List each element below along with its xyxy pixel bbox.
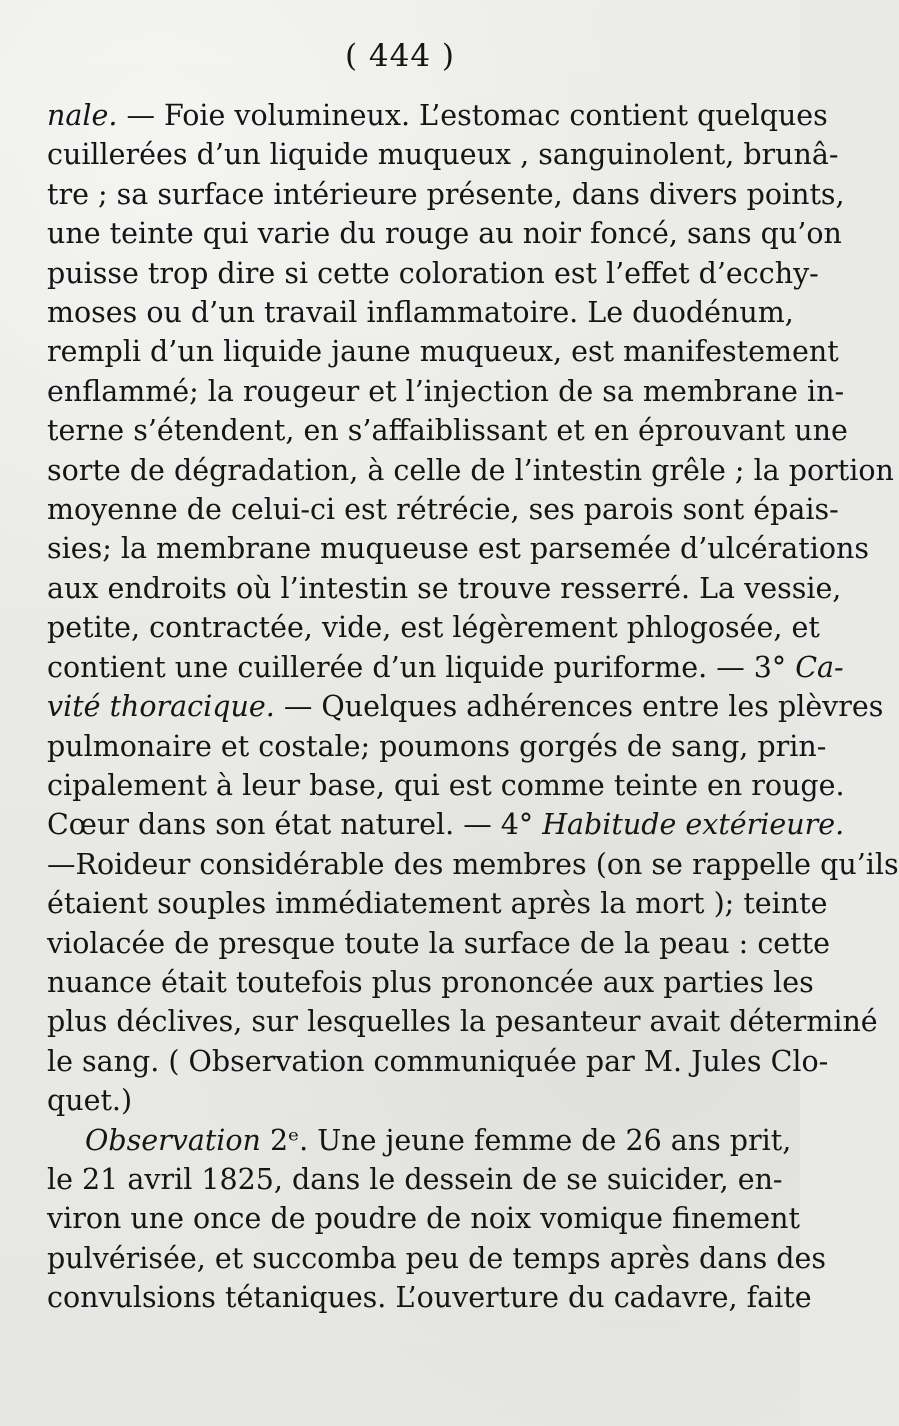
text-line: le 21 avril 1825, dans le dessein de se suicider, en-	[47, 1162, 783, 1196]
text-line: Cœur dans son état naturel. — 4° Habitude extérieure.	[47, 808, 845, 842]
text-line: cipalement à leur base, qui est comme teinte en rouge.	[47, 768, 845, 802]
text-line: puisse trop dire si cette coloration est l’effet d’ecchy-	[47, 256, 819, 290]
body-text	[47, 96, 899, 1318]
text-line: moyenne de celui-ci est rétrécie, ses parois sont épais-	[47, 493, 839, 527]
text-line: sorte de dégradation, à celle de l’intestin grêle ; la portion	[47, 453, 894, 487]
text-line: quet.)	[47, 1084, 133, 1118]
page-number: ( 444 )	[344, 38, 456, 74]
text-line: tre ; sa surface intérieure présente, dans divers points,	[47, 177, 845, 211]
text-line: le sang. ( Observation communiquée par M. Jules Clo-	[47, 1044, 829, 1078]
text-line: nale. — Foie volumineux. L’estomac contient quelques	[47, 99, 828, 132]
text-line: pulmonaire et costale; poumons gorgés de sang, prin-	[47, 729, 827, 763]
text-line: —Roideur considérable des membres (on se rappelle qu’ils	[47, 847, 899, 881]
text-line: violacée de presque toute la surface de la peau : cette	[47, 926, 830, 960]
text-line: moses ou d’un travail inflammatoire. Le duodénum,	[47, 296, 794, 330]
text-line: plus déclives, sur lesquelles la pesanteur avait déterminé	[47, 1005, 878, 1039]
text-line: nuance était toutefois plus prononcée aux parties les	[47, 965, 814, 999]
text-line: vité thoracique. — Quelques adhérences entre les plèvres	[47, 690, 884, 724]
text-line: Observation 2ᵉ. Une jeune femme de 26 ans prit,	[85, 1123, 792, 1157]
text-line: terne s’étendent, en s’affaiblissant et en éprouvant une	[47, 414, 848, 448]
text-line: enflammé; la rougeur et l’injection de sa membrane in-	[47, 374, 845, 408]
text-line: convulsions tétaniques. L’ouverture du cadavre, faite	[47, 1281, 812, 1315]
text-line: sies; la membrane muqueuse est parsemée d’ulcérations	[47, 532, 869, 566]
text-line: une teinte qui varie du rouge au noir foncé, sans qu’on	[47, 217, 842, 251]
text-line: étaient souples immédiatement après la mort ); teinte	[47, 887, 828, 921]
text-line: petite, contractée, vide, est légèrement phlogosée, et	[47, 611, 820, 645]
text-line: viron une once de poudre de noix vomique finement	[47, 1202, 800, 1236]
text-line: cuillerées d’un liquide muqueux , sanguinolent, brunâ-	[47, 138, 839, 172]
text-line: rempli d’un liquide jaune muqueux, est manifestement	[47, 335, 839, 369]
text-line: pulvérisée, et succomba peu de temps après dans des	[47, 1241, 827, 1275]
text-line: aux endroits où l’intestin se trouve resserré. La vessie,	[47, 571, 842, 605]
text-line: contient une cuillerée d’un liquide puriforme. — 3° Ca-	[47, 650, 844, 684]
